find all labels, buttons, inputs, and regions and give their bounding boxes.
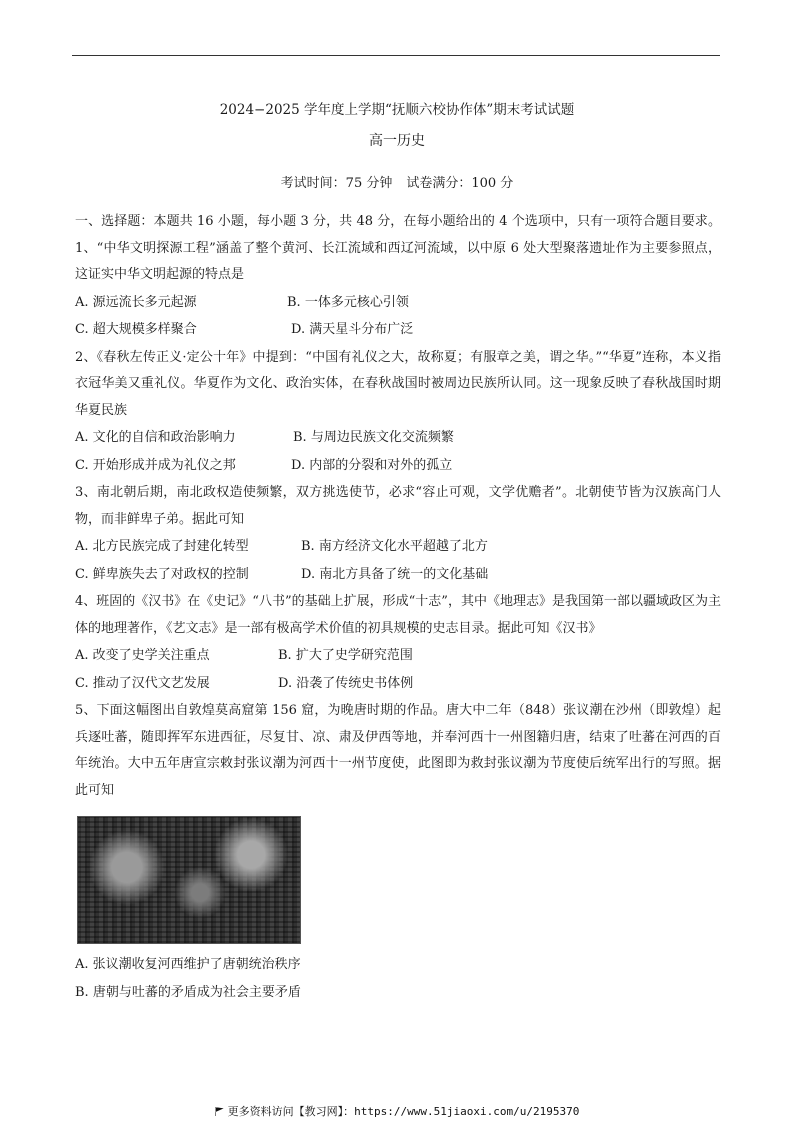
q2-option-d: D. 内部的分裂和对外的孤立: [291, 457, 453, 473]
q3-stem: 3、南北朝后期，南北政权造使频繁，双方挑选使节，必求“容止可观，文学优赡者”。北朝使节皆为汉族高门人物，而非鲜卑子弟。据此可知: [75, 485, 721, 527]
q3-option-c: C. 鲜卑族失去了对政权的控制: [75, 566, 249, 582]
q3-option-a: A. 北方民族完成了封建化转型: [75, 539, 249, 554]
exam-subject: 高一历史: [369, 133, 425, 149]
q3-option-d: D. 南北方具备了统一的文化基础: [301, 566, 489, 582]
q3-option-b: B. 南方经济文化水平超越了北方: [301, 539, 488, 554]
exam-title: 2024−2025 学年度上学期“抚顺六校协作体”期末考试试题: [219, 102, 575, 118]
q3-options-row2: [75, 562, 721, 589]
q4-options-row2: [75, 671, 721, 698]
q2-options-row1: [75, 425, 721, 452]
q2-options-row2: [75, 453, 721, 480]
q3-options-row1: [75, 534, 721, 561]
q1-stem: 1、“中华文明探源工程”涵盖了整个黄河、长江流域和西辽河流域，以中原 6 处大型聚落遗址作为主要参照点，这证实中华文明起源的特点是: [75, 240, 721, 282]
q2-stem: 2、《春秋左传正义·定公十年》中提到：“中国有礼仪之大，故称夏；有服章之美，谓之华。”“华夏”连称，本义指衣冠华美又重礼仪。华夏作为文化、政治实体，在春秋战国时被周边民族所认同。这一现象反映了春秋战国时期华夏民族: [75, 349, 721, 418]
q1-options-row1: [75, 290, 721, 317]
footer-text: 更多资料访问【教习网】：https://www.51jiaoxi.com/u/2195370: [227, 1105, 580, 1118]
q1-option-a: A. 源远流长多元起源: [75, 294, 197, 310]
exam-time: 考试时间：75 分钟: [280, 176, 393, 191]
question-body: [75, 209, 721, 1007]
q2-option-a: A. 文化的自信和政治影响力: [75, 430, 236, 445]
q1-block: [75, 209, 721, 289]
q5-option-a-row: [75, 952, 721, 979]
q4-stem: 4、班固的《汉书》在《史记》“八书”的基础上扩展，形成“十志”，其中《地理志》是我国第一部以疆域政区为主体的地理著作，《艺文志》是一部有极高学术价值的初具规模的史志目录。据此可知《汉书》: [75, 594, 721, 636]
q5-option-b-row: [75, 980, 721, 1007]
q1-options-row2: [75, 317, 721, 344]
exam-score: 试卷满分：100 分: [406, 176, 514, 191]
q2-option-c: C. 开始形成并成为礼仪之邦: [75, 457, 236, 473]
footer-link[interactable]: [0, 1103, 794, 1119]
q1-option-c: C. 超大规模多样聚合: [75, 322, 197, 337]
q5-option-b: B. 唐朝与吐蕃的矛盾成为社会主要矛盾: [75, 984, 301, 1000]
q5-stem: 5、下面这幅图出自敦煌莫高窟第 156 窟，为晚唐时期的作品。唐大中二年（848）张议潮在沙州（即敦煌）起兵逐吐蕃，随即挥军东进西征，尽复甘、凉、肃及伊西等地，并奉河西十一州图籍归唐，结束了吐蕃在河西的百年统治。大中五年唐宣宗敕封张议潮为河西十一州节度使，此图即为救封张议潮为节度使后统军出行的写照。据此可知: [75, 703, 721, 798]
dunhuang-mural-image: [77, 816, 301, 944]
q1-option-b: B. 一体多元核心引领: [287, 294, 409, 310]
q4-options-row1: [75, 643, 721, 670]
section-intro: 一、选择题：本题共 16 小题，每小题 3 分，共 48 分，在每小题给出的 4 个选项中，只有一项符合题目要求。: [75, 214, 721, 229]
flag-icon: [215, 1107, 224, 1116]
header-rule: [72, 55, 720, 56]
q1-option-d: D. 满天星斗分布广泛: [291, 322, 414, 337]
q4-option-d: D. 沿袭了传统史书体例: [278, 675, 414, 691]
q4-option-c: C. 推动了汉代文艺发展: [75, 675, 210, 691]
q4-option-a: A. 改变了史学关注重点: [75, 648, 210, 663]
q4-option-b: B. 扩大了史学研究范围: [278, 648, 413, 663]
q2-option-b: B. 与周边民族文化交流频繁: [293, 430, 454, 445]
q5-option-a: A. 张议潮收复河西维护了唐朝统治秩序: [75, 957, 301, 972]
exam-info: [0, 172, 794, 191]
